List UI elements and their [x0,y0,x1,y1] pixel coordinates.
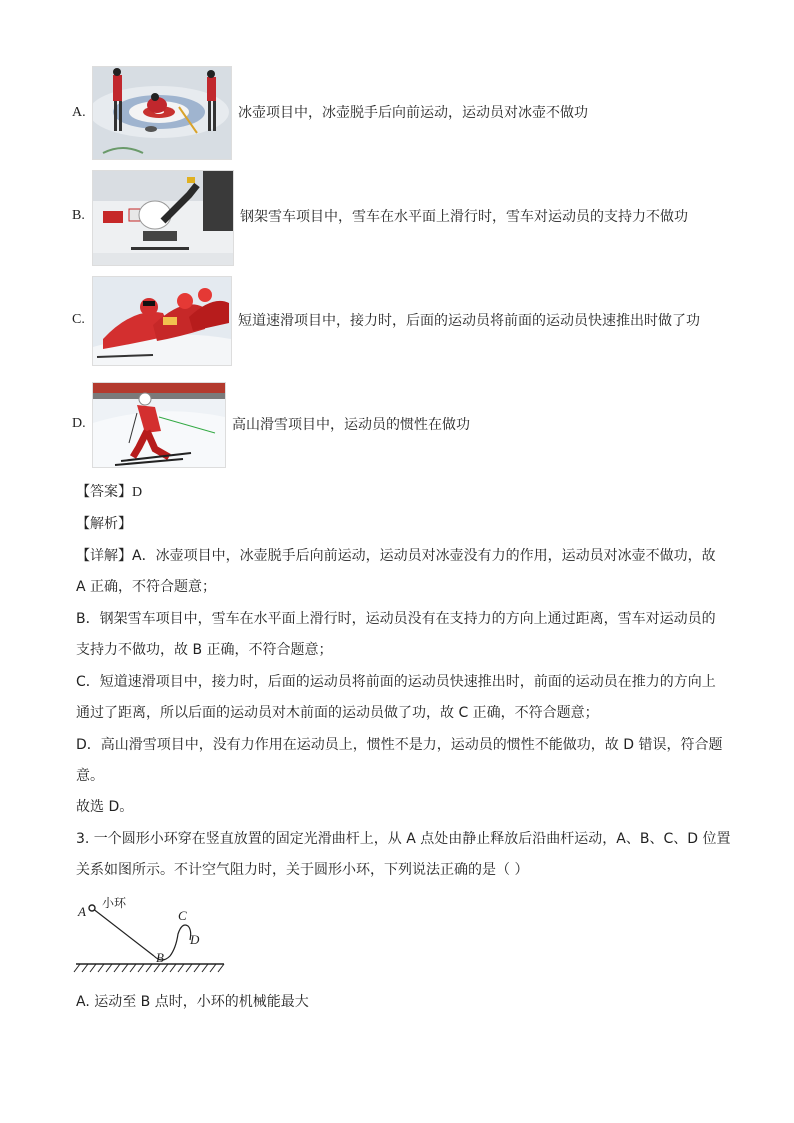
answer-value: D [132,485,143,500]
detail-line-2: A 正确，不符合题意； [76,579,217,595]
analysis-label: 【解析】 [76,516,132,532]
point-a-label: A [78,904,86,919]
option-c-text: 短道速滑项目中，接力时，后面的运动员将前面的运动员快速推出时做了功 [238,313,700,329]
point-b-label: B [156,950,164,965]
detail-line-1: 【详解】A．冰壶项目中，冰壶脱手后向前运动，运动员对冰壶没有力的作用，运动员对冰壶不做功，故 [76,548,716,564]
question3-line-2: 关系如图所示。不计空气阻力时，关于圆形小环，下列说法正确的是（ ） [76,862,529,878]
detail-line-6: 通过了距离，所以后面的运动员对木前面的运动员做了功，故 C 正确，不符合题意； [76,705,599,721]
answer-label: 【答案】 [76,484,132,500]
point-d-label: D [190,932,200,947]
detail-line-5: C．短道速滑项目中，接力时，后面的运动员将前面的运动员快速推出时，前面的运动员在推力的方向上 [76,674,716,690]
option-c-letter: C. [72,312,85,327]
question3-line-1: 3. 一个圆形小环穿在竖直放置的固定光滑曲杆上，从 A 点处由静止释放后沿曲杆运动，A、B、C、D 位置 [76,831,731,847]
detail-line-9: 故选 D。 [76,799,134,815]
detail-line-7: D．高山滑雪项目中，没有力作用在运动员上，惯性不是力，运动员的惯性不能做功，故 D 错误，符合题 [76,737,723,753]
option-d-letter: D. [72,416,86,431]
curved-rod-diagram [72,890,232,976]
alpine-skiing-photo [92,382,226,468]
option-a-text: 冰壶项目中，冰壶脱手后向前运动，运动员对冰壶不做功 [238,105,588,121]
detail-line-3: B．钢架雪车项目中，雪车在水平面上滑行时，运动员没有在支持力的方向上通过距离，雪车对运动员的 [76,611,716,627]
question3-option-a: A. 运动至 B 点时，小环的机械能最大 [76,994,309,1010]
speed-skating-photo [92,276,232,366]
option-b-letter: B. [72,208,85,223]
point-c-label: C [178,908,187,923]
option-d-text: 高山滑雪项目中，运动员的惯性在做功 [232,417,470,433]
detail-line-8: 意。 [76,768,104,784]
curling-photo [92,66,232,160]
answer-line [76,482,142,503]
detail-line-4: 支持力不做功，故 B 正确，不符合题意； [76,642,333,658]
skeleton-photo [92,170,234,266]
option-a-letter: A. [72,105,86,120]
ring-label: 小环 [102,896,127,910]
option-b-text: 钢架雪车项目中，雪车在水平面上滑行时，雪车对运动员的支持力不做功 [240,209,688,225]
